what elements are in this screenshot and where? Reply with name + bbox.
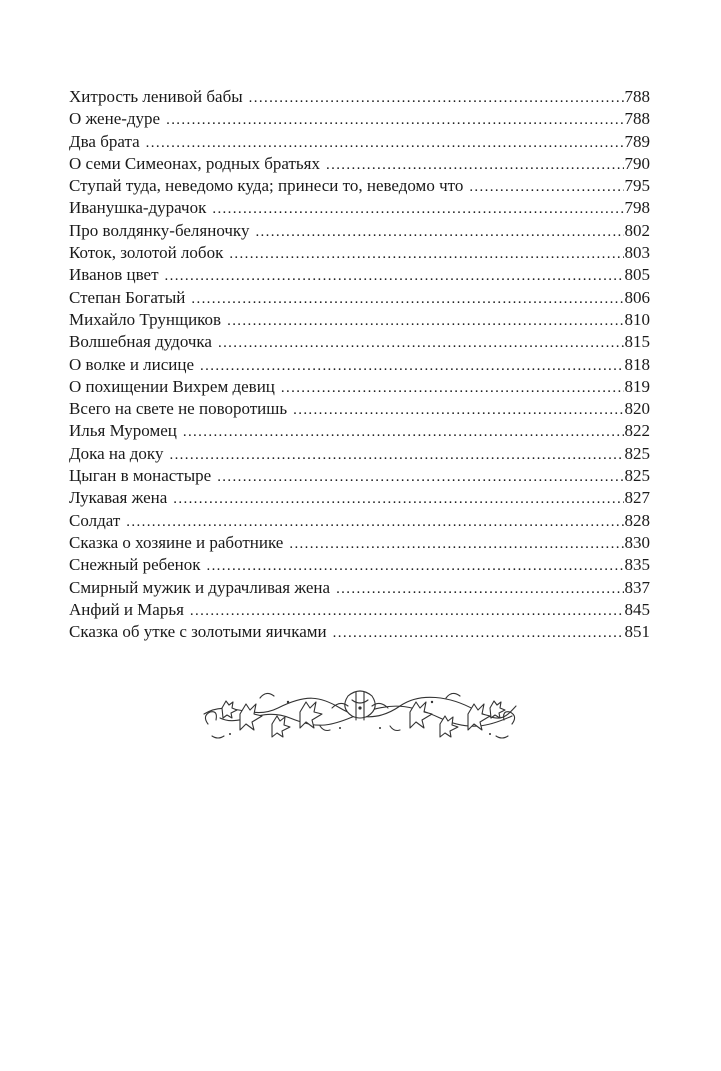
toc-entry-title: О жене-дуре (69, 109, 161, 129)
toc-entry-page: 789 (624, 131, 650, 151)
toc-entry[interactable] (69, 153, 650, 175)
toc-entry[interactable] (69, 108, 650, 130)
toc-entry[interactable] (69, 443, 650, 465)
toc-entry-page: 819 (624, 376, 650, 396)
toc-dot-leader (165, 265, 624, 287)
toc-dot-leader (249, 87, 624, 109)
toc-entry-page: 820 (624, 399, 650, 419)
toc-entry-title: Ступай туда, неведомо куда; принеси то, неведомо что (69, 176, 464, 196)
toc-entry-title: Дока на доку (69, 443, 164, 463)
toc-dot-leader (336, 578, 623, 600)
toc-entry-title: Коток, золотой лобок (69, 243, 224, 263)
toc-dot-leader (333, 622, 624, 644)
toc-entry-page: 806 (624, 287, 650, 307)
toc-dot-leader (212, 198, 623, 220)
toc-dot-leader (200, 355, 623, 377)
toc-dot-leader (289, 533, 623, 555)
floral-vine-ornament-icon (200, 678, 520, 750)
toc-dot-leader (190, 600, 624, 622)
toc-entry-title: Сказка об утке с золотыми яичками (69, 622, 327, 642)
toc-entry[interactable] (69, 621, 650, 643)
toc-entry[interactable] (69, 465, 650, 487)
toc-dot-leader (227, 310, 623, 332)
toc-entry-title: Цыган в монастыре (69, 466, 212, 486)
toc-entry-title: Про волдянку-беляночку (69, 220, 250, 240)
toc-entry-title: Сказка о хозяине и работнике (69, 532, 284, 552)
toc-entry-title: Солдат (69, 510, 121, 530)
toc-entry-title: О семи Симеонах, родных братьях (69, 153, 320, 173)
toc-dot-leader (229, 243, 623, 265)
toc-dot-leader (326, 154, 624, 176)
toc-entry-page: 825 (624, 466, 650, 486)
toc-entry-title: Анфий и Марья (69, 599, 184, 619)
toc-entry-title: Лукавая жена (69, 488, 168, 508)
toc-entry-page: 818 (624, 354, 650, 374)
toc-entry[interactable] (69, 354, 650, 376)
toc-entry-page: 798 (624, 198, 650, 218)
toc-entry[interactable] (69, 175, 650, 197)
toc-dot-leader (183, 421, 624, 443)
toc-dot-leader (146, 132, 624, 154)
toc-dot-leader (206, 555, 623, 577)
toc-dot-leader (173, 488, 623, 510)
toc-entry-page: 835 (624, 555, 650, 575)
toc-entry-page: 788 (624, 87, 650, 106)
toc-entry[interactable] (69, 420, 650, 442)
toc-dot-leader (469, 176, 623, 198)
toc-entry[interactable] (69, 309, 650, 331)
toc-dot-leader (217, 466, 623, 488)
toc-entry-title: Михайло Трунщиков (69, 309, 222, 329)
toc-dot-leader (293, 399, 623, 421)
toc-entry[interactable] (69, 220, 650, 242)
toc-entry-page: 802 (624, 220, 650, 240)
toc-entry[interactable] (69, 577, 650, 599)
toc-entry-page: 790 (624, 153, 650, 173)
toc-entry-title: Илья Муромец (69, 421, 177, 441)
toc-entry-page: 825 (624, 443, 650, 463)
toc-entry-title: Степан Богатый (69, 287, 186, 307)
toc-entry-title: Хитрость ленивой бабы (69, 87, 243, 106)
toc-entry[interactable] (69, 264, 650, 286)
toc-entry-page: 828 (624, 510, 650, 530)
toc-dot-leader (169, 444, 623, 466)
toc-entry-page: 788 (624, 109, 650, 129)
toc-entry-title: Волшебная дудочка (69, 332, 212, 352)
toc-entry-page: 830 (624, 532, 650, 552)
toc-entry[interactable] (69, 487, 650, 509)
toc-entry-page: 795 (624, 176, 650, 196)
toc-entry-page: 827 (624, 488, 650, 508)
toc-entry[interactable] (69, 599, 650, 621)
toc-entry[interactable] (69, 510, 650, 532)
toc-entry[interactable] (69, 131, 650, 153)
toc-entry-title: Смирный мужик и дурачливая жена (69, 577, 331, 597)
toc-entry-title: Иванов цвет (69, 265, 159, 285)
toc-entry[interactable] (69, 287, 650, 309)
toc-entry-page: 810 (624, 309, 650, 329)
toc-entry[interactable] (69, 554, 650, 576)
toc-entry-page: 803 (624, 243, 650, 263)
toc-entry-page: 805 (624, 265, 650, 285)
toc-entry[interactable] (69, 86, 650, 108)
toc-dot-leader (166, 109, 623, 131)
toc-dot-leader (255, 221, 623, 243)
toc-entry-title: О волке и лисице (69, 354, 195, 374)
toc-entry-page: 851 (624, 622, 650, 642)
table-of-contents (69, 86, 650, 643)
toc-entry-title: Снежный ребенок (69, 555, 201, 575)
toc-entry-page: 822 (624, 421, 650, 441)
toc-entry[interactable] (69, 398, 650, 420)
toc-entry-title: О похищении Вихрем девиц (69, 376, 275, 396)
toc-entry[interactable] (69, 376, 650, 398)
toc-entry-title: Всего на свете не поворотишь (69, 399, 288, 419)
toc-entry-title: Иванушка-дурачок (69, 198, 207, 218)
toc-entry-page: 837 (624, 577, 650, 597)
toc-entry-title: Два брата (69, 131, 140, 151)
toc-entry[interactable] (69, 242, 650, 264)
toc-entry-page: 845 (624, 599, 650, 619)
toc-dot-leader (281, 377, 624, 399)
toc-entry[interactable] (69, 197, 650, 219)
toc-entry[interactable] (69, 331, 650, 353)
toc-dot-leader (218, 332, 624, 354)
toc-entry-page: 815 (624, 332, 650, 352)
toc-dot-leader (191, 288, 623, 310)
toc-dot-leader (126, 511, 623, 533)
toc-entry[interactable] (69, 532, 650, 554)
